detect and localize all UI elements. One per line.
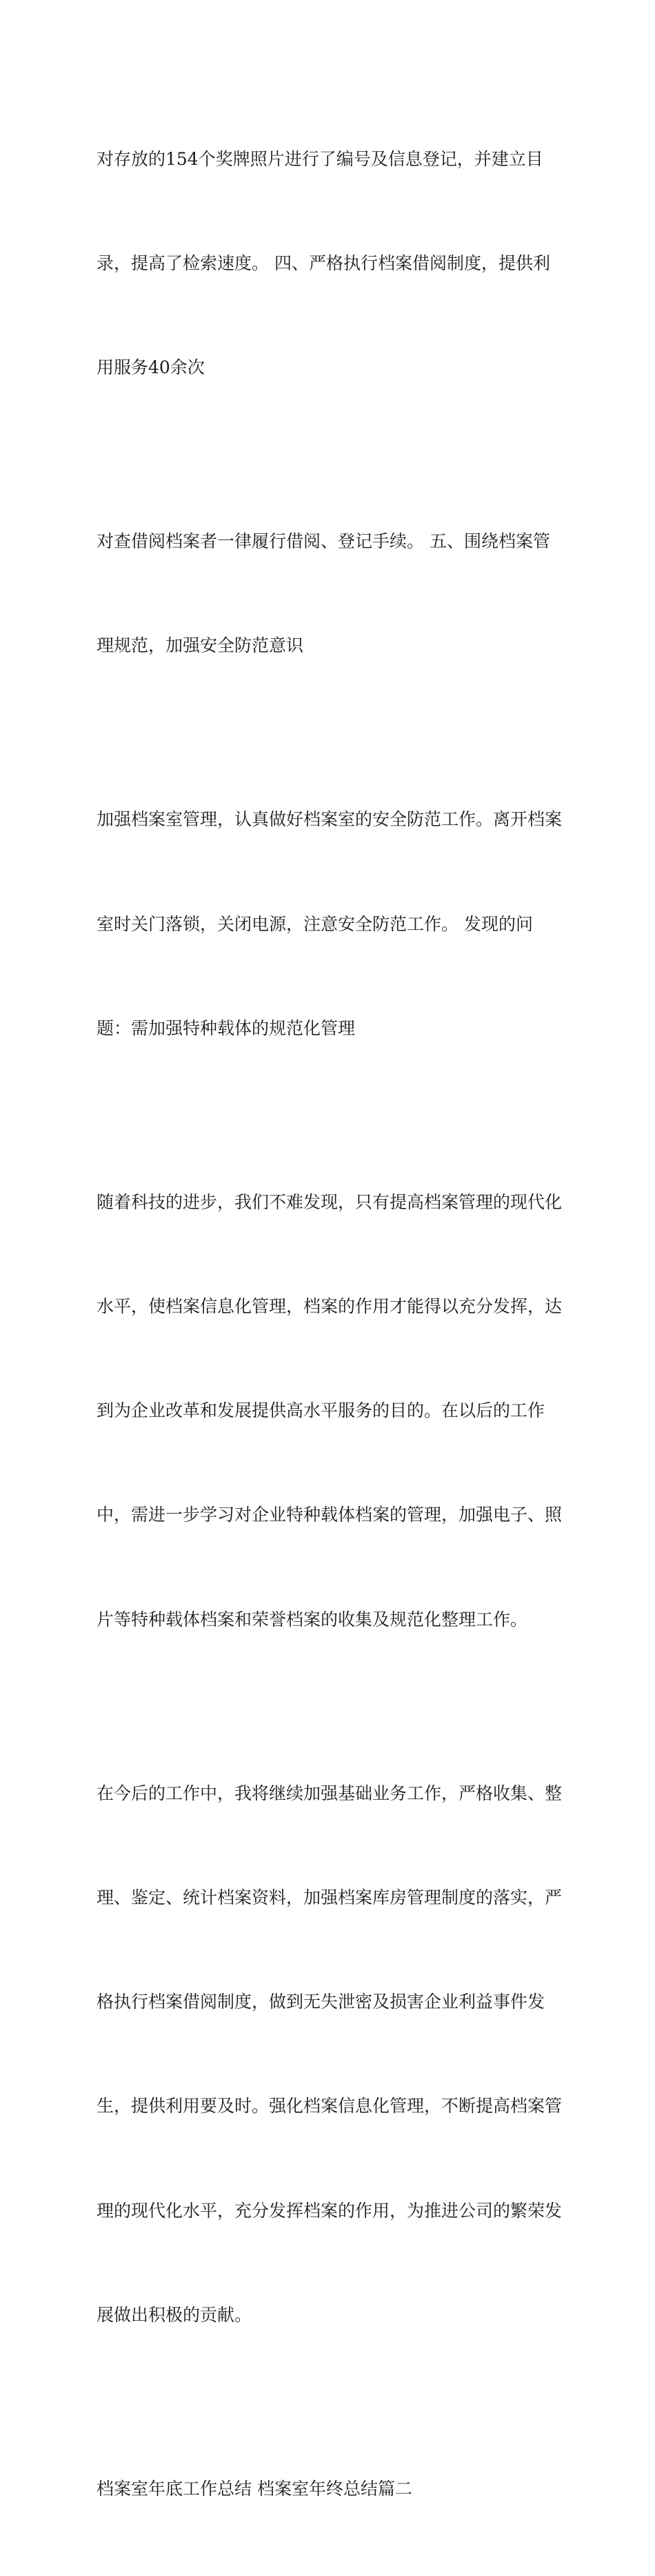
heading-line: 档案室年底工作总结 档案室年终总结篇二 [97,2478,412,2499]
text-line: 在今后的工作中，我将继续加强基础业务工作，严格收集、整 [97,1783,563,1803]
text-line: 理规范，加强安全防范意识 [97,635,304,656]
paragraph-3 [97,733,565,1116]
text-line: 对存放的154个奖牌照片进行了编号及信息登记，并建立目 [97,148,543,169]
text-line: 理的现代化水平，充分发挥档案的作用，为推进公司的繁荣发 [97,2200,563,2221]
text-line: 格执行档案借阅制度，做到无失泄密及损害企业利益事件发 [97,1992,545,2012]
text-line: 理、鉴定、统计档案资料，加强档案库房管理制度的落实，严 [97,1887,563,1908]
paragraph-1 [97,72,565,455]
text-line: 生，提供利用要及时。强化档案信息化管理，不断提高档案管 [97,2096,563,2117]
text-line: 片等特种载体档案和荣誉档案的收集及规范化整理工作。 [97,1609,528,1629]
text-line: 到为企业改革和发展提供高水平服务的目的。在以后的工作 [97,1400,545,1421]
text-line: 中，需进一步学习对企业特种载体档案的管理，加强电子、照 [97,1505,563,1525]
paragraph-4 [97,1116,565,1707]
section-heading [97,2402,565,2576]
text-line: 对查借阅档案者一律履行借阅、登记手续。 五、围绕档案管 [97,531,550,552]
text-line: 展做出积极的贡献。 [97,2304,252,2325]
text-line: 加强档案室管理，认真做好档案室的安全防范工作。离开档案 [97,809,563,830]
text-line: 随着科技的进步，我们不难发现，只有提高档案管理的现代化 [97,1191,563,1212]
document-body [97,72,565,2576]
paragraph-2 [97,455,565,733]
text-line: 题：需加强特种载体的规范化管理 [97,1018,356,1038]
text-line: 室时关门落锁，关闭电源，注意安全防范工作。 发现的问 [97,913,533,934]
paragraph-5 [97,1707,565,2402]
text-line: 用服务40余次 [97,357,205,378]
text-line: 水平，使档案信息化管理，档案的作用才能得以充分发挥，达 [97,1296,563,1317]
text-line: 录，提高了检索速度。 四、严格执行档案借阅制度，提供利 [97,253,550,274]
